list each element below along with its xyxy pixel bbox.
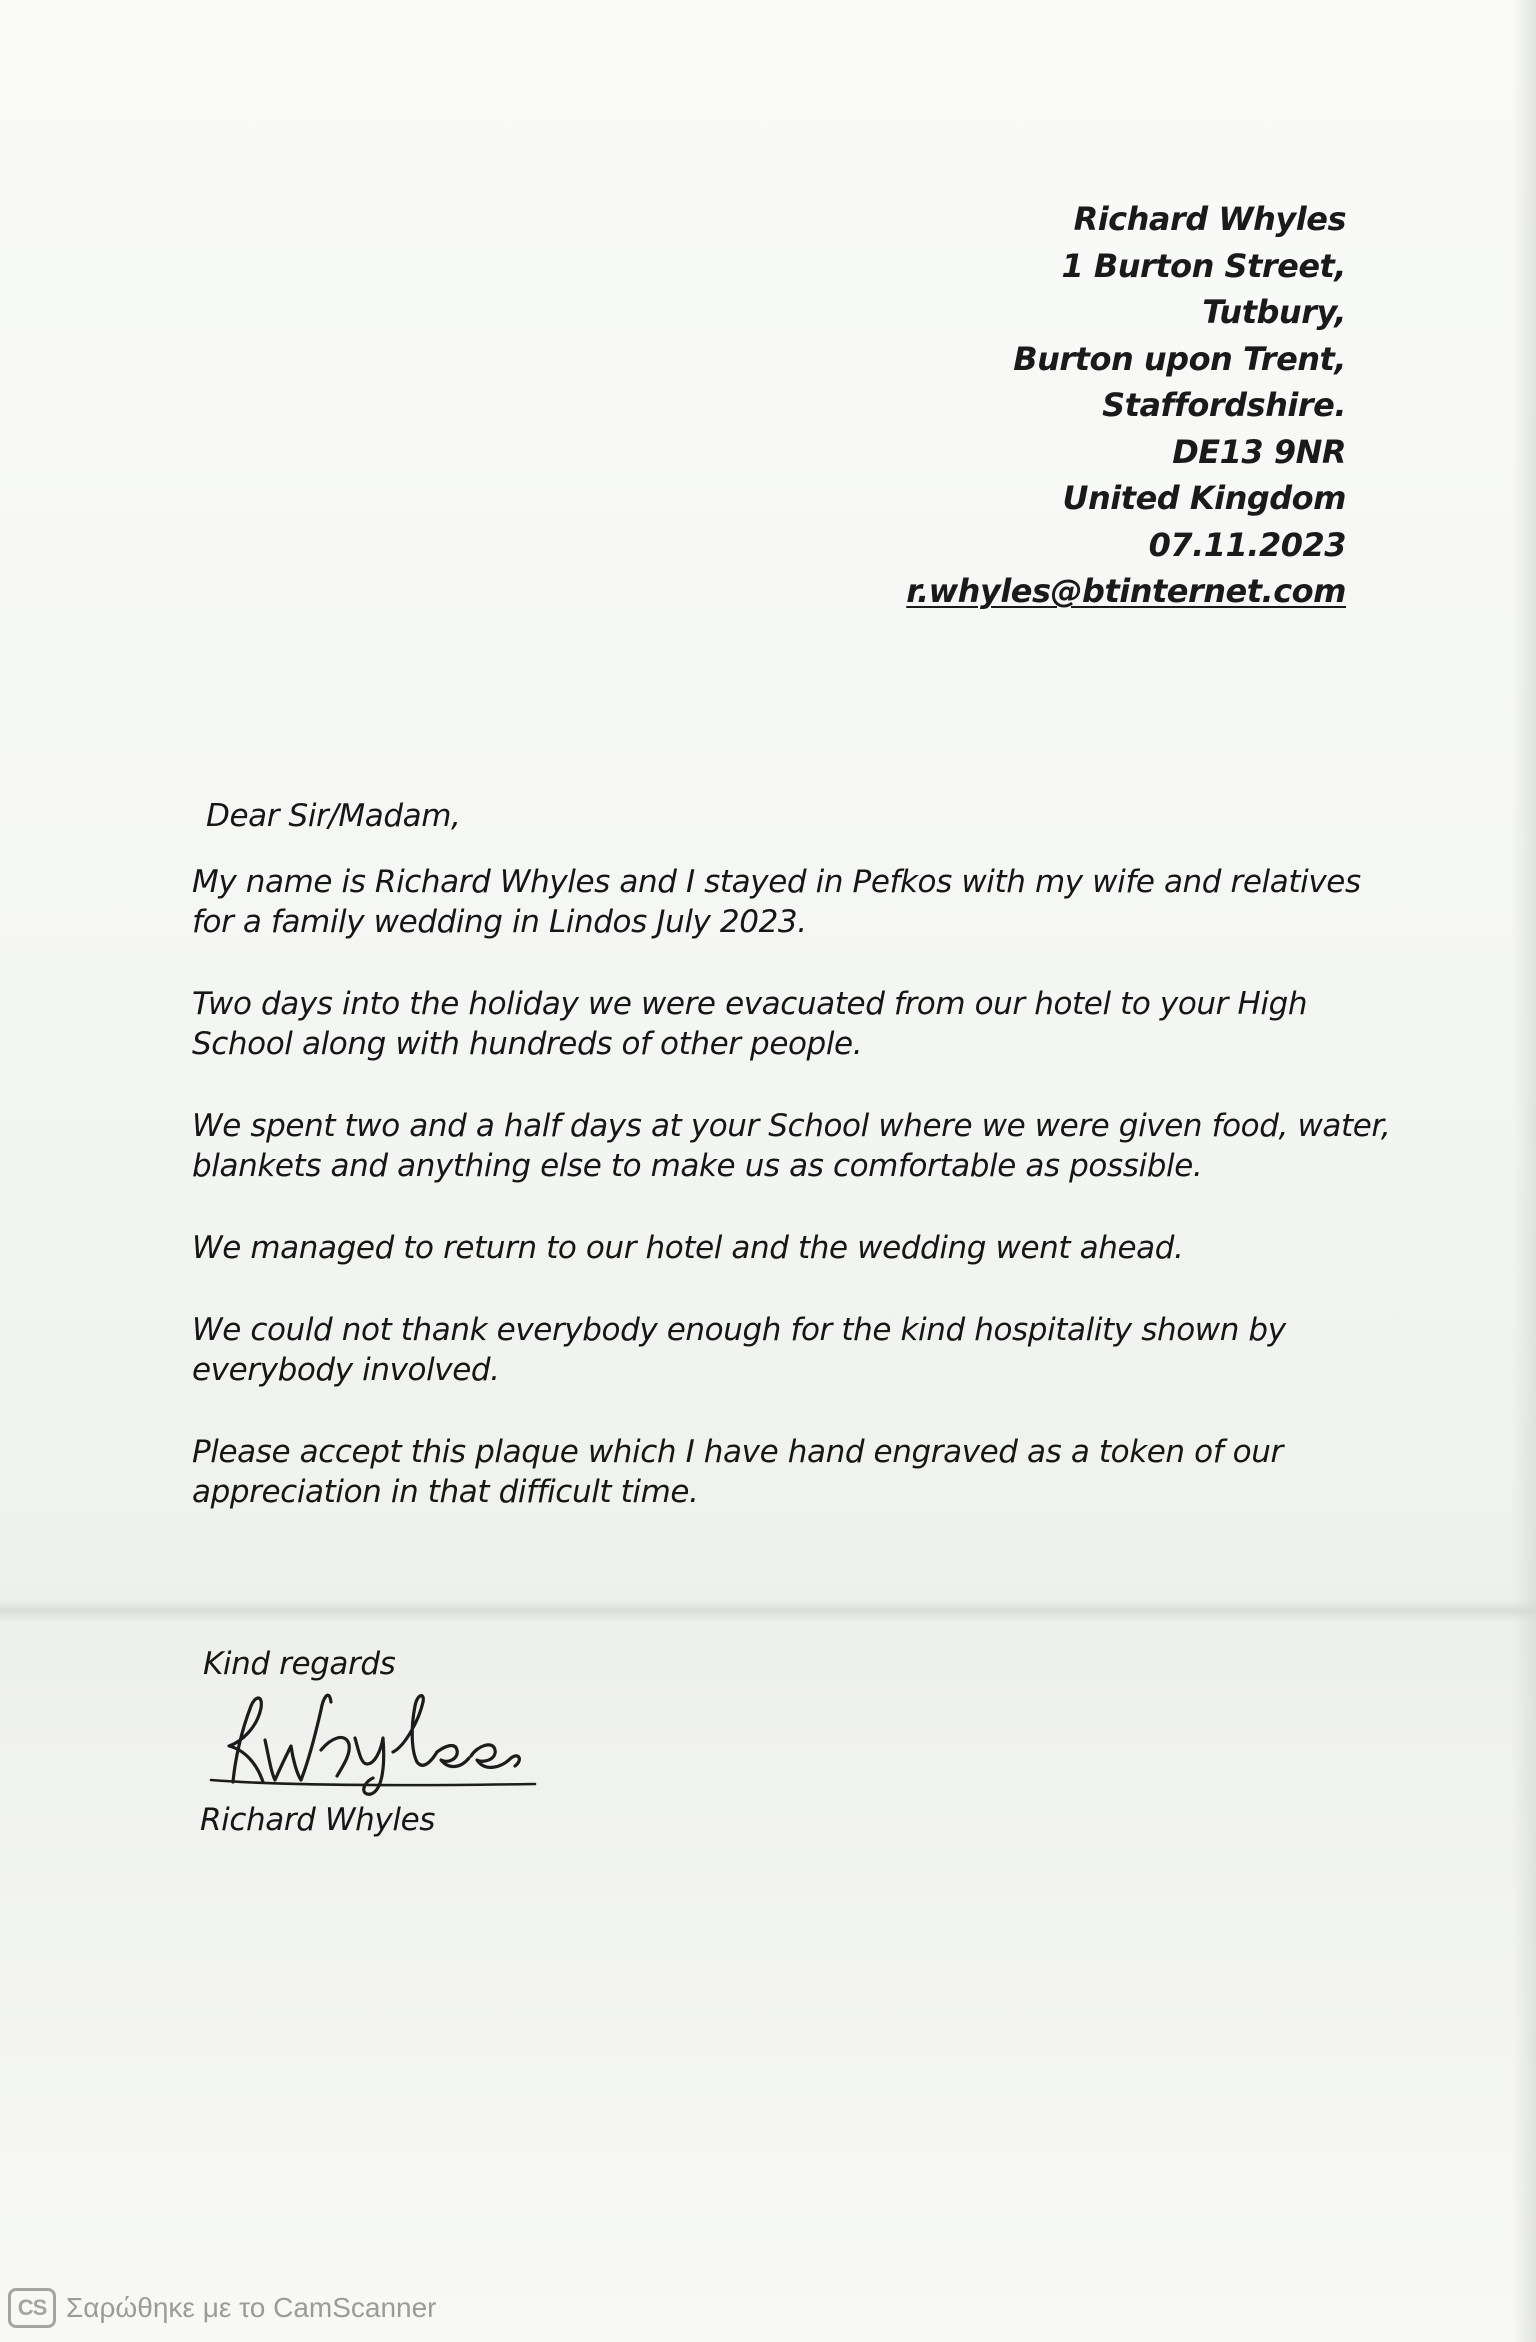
paragraph-line: appreciation in that difficult time. <box>192 1474 699 1510</box>
sender-street: 1 Burton Street, <box>1061 246 1346 285</box>
sender-country: United Kingdom <box>1062 479 1346 517</box>
camscanner-watermark <box>8 2288 437 2328</box>
handwritten-signature <box>205 1680 545 1800</box>
paragraph-line: for a family wedding in Lindos July 2023. <box>192 904 807 940</box>
letter-date: 07.11.2023 <box>1148 525 1346 564</box>
sender-name: Richard Whyles <box>1073 200 1346 238</box>
camscanner-logo-icon: CS <box>8 2288 56 2328</box>
watermark-text: Σαρώθηκε με το CamScanner <box>66 2292 437 2323</box>
closing: Kind regards <box>203 1646 396 1682</box>
sender-email: r.whyles@btinternet.com <box>906 572 1346 610</box>
paragraph-line: Two days into the holiday we were evacuated from our hotel to your High <box>192 986 1308 1022</box>
paragraph-2 <box>192 984 1372 1064</box>
paragraph-line: We managed to return to our hotel and the wedding went ahead. <box>192 1230 1184 1266</box>
paragraph-line: My name is Richard Whyles and I stayed in Pefkos with my wife and relatives <box>192 864 1361 900</box>
sender-city: Burton upon Trent, <box>1013 339 1346 378</box>
paragraph-line: We spent two and a half days at your School where we were given food, water, <box>192 1108 1391 1144</box>
paragraph-1 <box>192 862 1372 942</box>
paragraph-line: blankets and anything else to make us as comfortable as possible. <box>192 1148 1203 1184</box>
letter-body <box>192 796 1391 1554</box>
salutation: Dear Sir/Madam, <box>206 798 461 834</box>
sender-town: Tutbury, <box>1202 293 1346 331</box>
paragraph-5 <box>192 1310 1372 1390</box>
paragraph-line: Please accept this plaque which I have hand engraved as a token of our <box>192 1434 1283 1470</box>
paragraph-6 <box>192 1432 1372 1512</box>
sender-county: Staffordshire. <box>1102 386 1346 424</box>
paper-edge <box>1512 0 1536 2342</box>
paragraph-line: We could not thank everybody enough for the kind hospitality shown by <box>192 1312 1286 1348</box>
paper-fold <box>0 1600 1536 1622</box>
paragraph-line: everybody involved. <box>192 1352 500 1388</box>
sender-postcode: DE13 9NR <box>1172 432 1346 471</box>
sender-address-block <box>646 196 1346 615</box>
paragraph-4 <box>192 1228 1372 1268</box>
paragraph-line: School along with hundreds of other people. <box>192 1026 863 1062</box>
signed-name: Richard Whyles <box>200 1802 435 1838</box>
paragraph-3 <box>192 1106 1391 1186</box>
